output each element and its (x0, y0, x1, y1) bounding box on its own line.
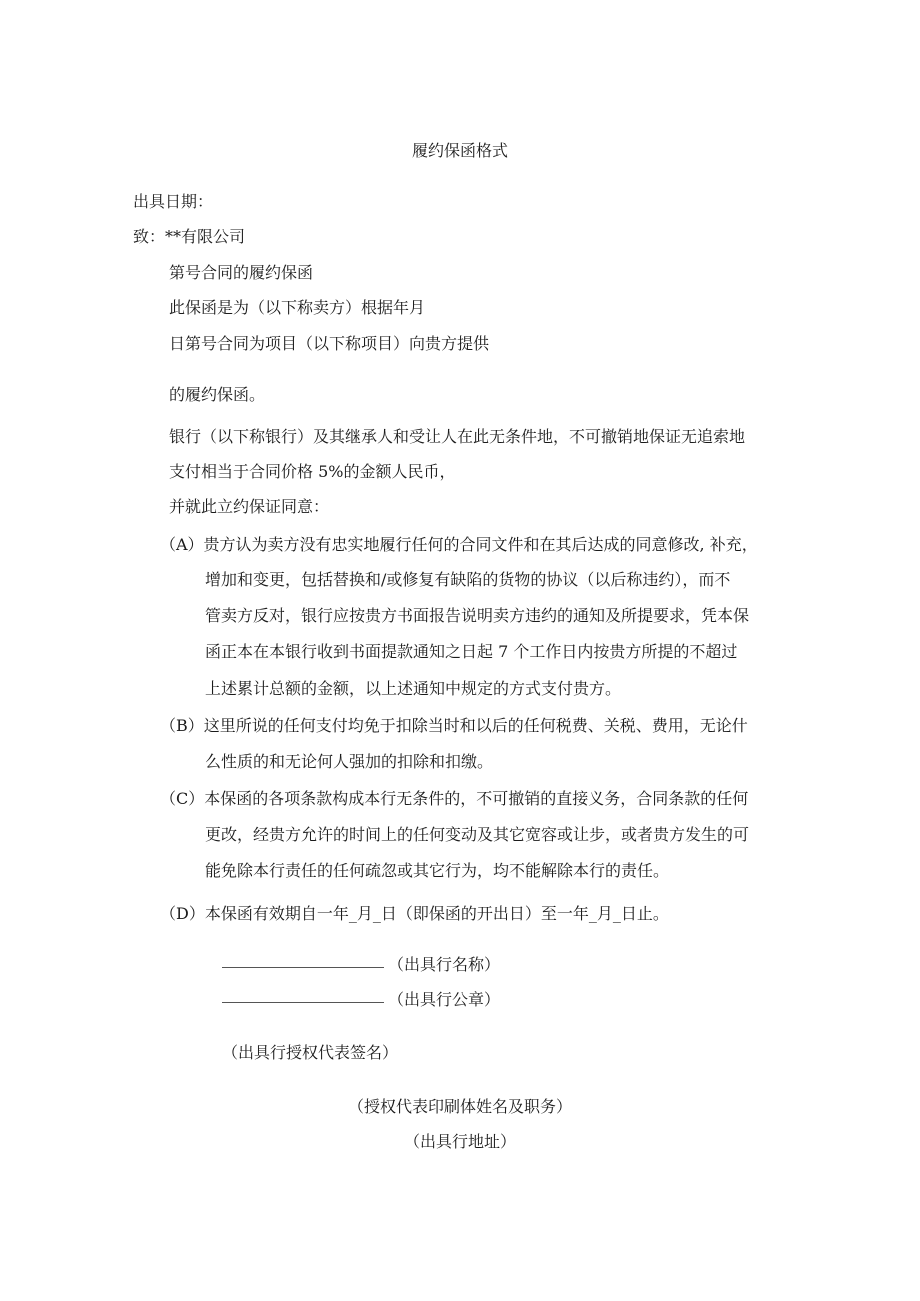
clause-a-line-1: （A）贵方认为卖方没有忠实地履行任何的合同文件和在其后达成的同意修改, 补充， (160, 535, 758, 554)
intro-line-1: 此保函是为（以下称卖方）根据年月 (169, 298, 426, 317)
clause-d-line: （D）本保函有效期自一年_月_日（即保函的开出日）至一年_月_日止。 (160, 904, 669, 923)
clause-c-line-3: 能免除本行责任的任何疏忽或其它行为，均不能解除本行的责任。 (205, 861, 670, 880)
bank-line-1: 银行（以下称银行）及其继承人和受让人在此无条件地，不可撤销地保证无追索地 (169, 427, 746, 446)
clause-b-line-2: 么性质的和无论何人强加的扣除和扣缴。 (205, 752, 494, 771)
issue-date-label: 出具日期： (133, 192, 214, 211)
bank-seal-label: （出具行公章） (388, 990, 501, 1009)
page-title: 履约保函格式 (411, 141, 508, 160)
representative-printed-name: （授权代表印刷体姓名及职务） (347, 1097, 572, 1116)
intro-line-3: 的履约保函。 (169, 385, 266, 404)
signature-bank-seal (222, 990, 500, 1010)
clause-a-line-5: 上述累计总额的金额，以上述通知中规定的方式支付贵方。 (205, 679, 622, 698)
intro-line-2: 日第号合同为项目（以下称项目）向贵方提供 (169, 334, 490, 353)
clause-c-line-2: 更改，经贵方允许的时间上的任何变动及其它宽容或让步，或者贵方发生的可 (205, 825, 750, 844)
clause-a-line-4: 函正本在本银行收到书面提款通知之日起 7 个工作日内按贵方所提的不超过 (205, 642, 738, 661)
signature-blank-line (222, 967, 384, 968)
clause-a-line-3: 管卖方反对，银行应按贵方书面报告说明卖方违约的通知及所提要求，凭本保 (205, 606, 750, 625)
addressee: 致：**有限公司 (133, 227, 246, 246)
clause-c-line-1: （C）本保函的各项条款构成本行无条件的，不可撤销的直接义务，合同条款的任何 (160, 789, 749, 808)
signature-bank-name (222, 955, 500, 975)
clause-b-line-1: （B）这里所说的任何支付均免于扣除当时和以后的任何税费、关税、费用，无论什 (160, 716, 748, 735)
signature-representative: （出具行授权代表签名） (222, 1043, 399, 1062)
agree-line: 并就此立约保证同意： (169, 497, 330, 516)
bank-line-2: 支付相当于合同价格 5%的金额人民币， (169, 462, 456, 481)
bank-address: （出具行地址） (403, 1132, 516, 1151)
seal-blank-line (222, 1002, 384, 1003)
clause-a-line-2: 增加和变更，包括替换和/或修复有缺陷的货物的协议（以后称违约），而不 (205, 570, 731, 589)
bank-name-label: （出具行名称） (388, 955, 501, 974)
contract-ref: 第号合同的履约保函 (169, 263, 314, 282)
